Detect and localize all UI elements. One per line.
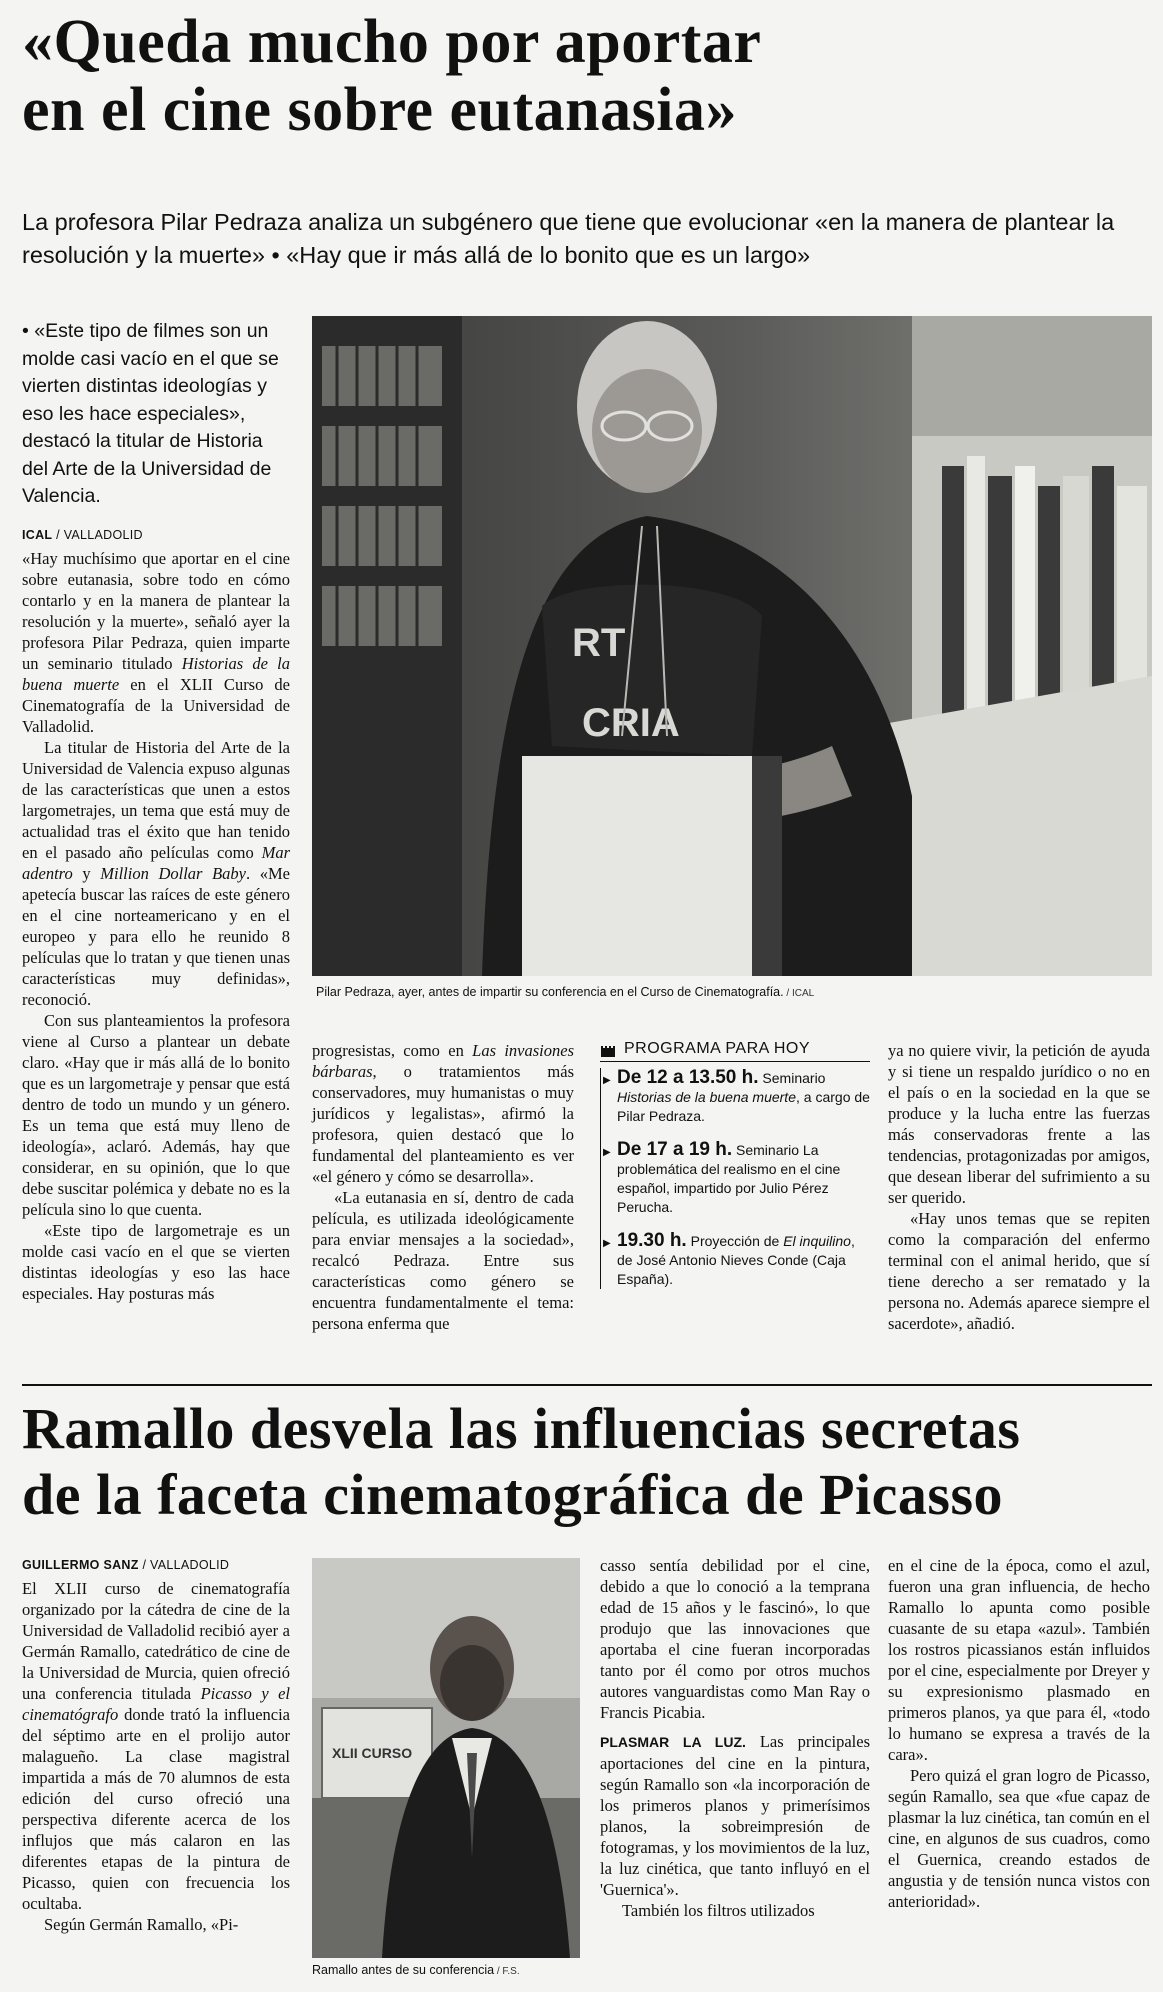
svg-text:XLII CURSO: XLII CURSO (332, 1745, 413, 1761)
paragraph: También los filtros utilizados (622, 1901, 815, 1920)
paragraph: Con sus planteamientos la profesora viene al Curso a plantear un debate claro. «Hay que ir más allá de lo bonito que es un largometraje y pensar que está dentro de todo un mundo y un género. Es un tema que está muy lleno de ideología», aclaró. Además, hay que considerar, en su opinión, que lo que debe suscitar polémica y debate no es la película sino lo que cuenta. (22, 1011, 290, 1219)
article2-headline (22, 1396, 1152, 1528)
pilar-pedraza-photo (312, 316, 1152, 976)
paragraph: en el cine de la época, como el azul, fueron una gran influencia, de hecho Ramallo lo apunta como posible cuasante de su etapa «azul». También los rostros picassianos están influidos por el cine, especialmente por Dreyer y su expresionismo plasmado en primeros planos, ya que para él, «todo lo humano se expresa a través de la cara». (888, 1556, 1150, 1764)
ramallo-photo-illustration (312, 1558, 580, 1958)
castle-icon (600, 1041, 616, 1057)
paragraph: La titular de Historia del Arte de la Universidad de Valencia expuso algunas de las características que unen a estos largometrajes, un tema que está muy de actualidad tras el éxito que han tenido en el pasado año películas como Mar adentro y Million Dollar Baby. «Me apetecía buscar las raíces de este género en el cine norteamericano y en el europeo y para ello he reunido 8 películas que lo tratan y que tienen unas características muy definidas», reconoció. (22, 738, 291, 1009)
article1-photo-caption (316, 985, 1156, 999)
program-box (600, 1040, 870, 1360)
article1-column-1 (22, 525, 290, 1304)
paragraph: «Hay unos temas que se repiten como la comparación del enfermo terminal con el animal herido, que sí tiene derecho a ser rematado y la persona no. Además aparece siempre el sacerdote», añadió. (888, 1209, 1150, 1333)
article1-headline-line1: «Queda mucho por aportar (22, 8, 762, 76)
program-list (600, 1068, 870, 1289)
article1-headline-line2: en el cine sobre eutanasia» (22, 76, 737, 144)
caption-credit: / ICAL (783, 988, 815, 999)
article2-byline (22, 1555, 290, 1576)
program-item: ▶ De 17 a 19 h. Seminario La problemática del realismo en el cine español, impartido por Julio Pérez Perucha. (603, 1139, 841, 1215)
paragraph: PLASMAR LA LUZ. Las principales aportaciones del cine en la pintura, según Ramallo son «la incorporación de los primeros planos y primerísimos planos, la sobreimpresión de fotogramas, y los movimientos de la luz, la luz cinética, que tanto influyó en el 'Guernica'». (600, 1732, 870, 1899)
program-title: PROGRAMA PARA HOY (624, 1040, 811, 1057)
paragraph: «La eutanasia en sí, dentro de cada película, es utilizada ideológicamente para enviar mensajes a la sociedad», recalcó Pedraza. Entre sus características como género se encuentra fundamentalmente el tema: persona enferma que (312, 1188, 574, 1333)
byline-author: GUILLERMO SANZ (22, 1558, 139, 1572)
article2-column-4 (888, 1555, 1150, 1912)
article2-column-3 (600, 1555, 870, 1921)
paragraph: casso sentía debilidad por el cine, debido a que lo conoció a la temprana edad de 15 años y le fascinó», lo que produjo que las innovaciones que aportaba el cine fueran incorporadas tanto por él como por otros muchos autores vanguardistas como Man Ray o Francis Picabia. (600, 1556, 870, 1722)
caption-credit: / F.S. (494, 1966, 520, 1977)
article2-headline-line2: de la faceta cinematográfica de Picasso (22, 1462, 1004, 1527)
article2-headline-line1: Ramallo desvela las influencias secretas (22, 1396, 1021, 1461)
article1-subhead: La profesora Pilar Pedraza analiza un subgénero que tiene que evolucionar «en la manera de plantear la resolución y la muerte» • «Hay que ir más allá de lo bonito que es un largo» (22, 209, 1115, 268)
paragraph: «Hay muchísimo que aportar en el cine sobre eutanasia, sobre todo en cómo contarlo y en la manera de plantear la resolución y la muerte», señaló ayer la profesora Pilar Pedraza, quien imparte un seminario titulado Historias de la buena muerte en el XLII Curso de Cinematografía de la Universidad de Valladolid. (22, 549, 290, 736)
article-separator (22, 1384, 1152, 1386)
article1-byline (22, 525, 290, 546)
article2-column-1 (22, 1555, 290, 1935)
paragraph: Según Germán Ramallo, «Pi- (44, 1915, 239, 1934)
byline-agency: ICAL (22, 528, 53, 542)
program-item: ▶ De 12 a 13.50 h. Seminario Historias de la buena muerte, a cargo de Pilar Pedraza. (603, 1067, 870, 1124)
program-time: De 17 a 19 h. (617, 1139, 733, 1160)
byline-location: / VALLADOLID (138, 1558, 230, 1572)
svg-text:RT: RT (572, 621, 626, 665)
svg-text:CRIA: CRIA (582, 701, 680, 745)
program-header (600, 1040, 870, 1062)
caption-text: Ramallo antes de su conferencia (312, 1963, 495, 1977)
paragraph: ya no quiere vivir, la petición de ayuda y si tiene un respaldo jurídico o no en el país o en la sociedad en la que se produce y la lucha entre las fuerzas más conservadoras frente a las tendencias, protagonizadas por amigos, que desean liberar del sufrimiento a su ser querido. (888, 1041, 1150, 1207)
triangle-bullet-icon: ▶ (603, 1075, 611, 1086)
program-time: De 12 a 13.50 h. (617, 1067, 759, 1088)
pilar-pedraza-photo-illustration (312, 316, 1152, 976)
triangle-bullet-icon: ▶ (603, 1238, 611, 1249)
program-time: 19.30 h. (617, 1230, 687, 1251)
article1-lead: • «Este tipo de filmes son un molde casi vacío en el que se vierten distintas ideologías y eso les hace especiales», destacó la titular de Historia del Arte de la Universidad de Valencia. (22, 320, 279, 507)
paragraph: progresistas, como en Las invasiones bárbaras, o tratamientos más conservadores, muy humanistas o muy jurídicos y legalistas», afirmó la profesora, quien destacó que lo fundamental del planteamiento es ver «el género y cómo se desarrolla». (312, 1041, 574, 1186)
paragraph: El XLII curso de cinematografía organizado por la cátedra de cine de la Universidad de Valladolid recibió ayer a Germán Ramallo, catedrático de cine de la Universidad de Murcia, quien ofreció una conferencia titulada Picasso y el cinematógrafo donde trató la influencia del séptimo arte en el prolijo autor malagueño. La clase magistral impartida a más de 70 alumnos de esta edición del curso ofreció una perspectiva diferente acerca de los influjos que más calaron en las diferentes etapas de la pintura de Picasso, quien con frecuencia los ocultaba. (22, 1579, 290, 1913)
article1-headline (22, 8, 1142, 144)
program-item: ▶ 19.30 h. Proyección de El inquilino, de José Antonio Nieves Conde (Caja España). (603, 1230, 855, 1287)
article1-column-4 (888, 1040, 1150, 1334)
ramallo-photo (312, 1558, 580, 1958)
triangle-bullet-icon: ▶ (603, 1147, 611, 1158)
section-heading: PLASMAR LA LUZ. (600, 1734, 746, 1750)
article2-photo-caption (312, 1963, 580, 1977)
caption-text: Pilar Pedraza, ayer, antes de impartir su conferencia en el Curso de Cinematografía. (316, 985, 784, 999)
paragraph: Pero quizá el gran logro de Picasso, según Ramallo, sea que «fue capaz de plasmar la luz cinética, tan común en el cine, en algunos de sus cuadros, como el Guernica, creando estados de angustia y de tensión nunca vistos con anterioridad». (888, 1766, 1150, 1911)
paragraph: «Este tipo de largometraje es un molde casi vacío en el que se vierten distintas ideologías y eso las hace especiales. Hay posturas más (22, 1221, 290, 1303)
article1-column-2 (312, 1040, 574, 1334)
byline-location: / VALLADOLID (52, 528, 143, 542)
